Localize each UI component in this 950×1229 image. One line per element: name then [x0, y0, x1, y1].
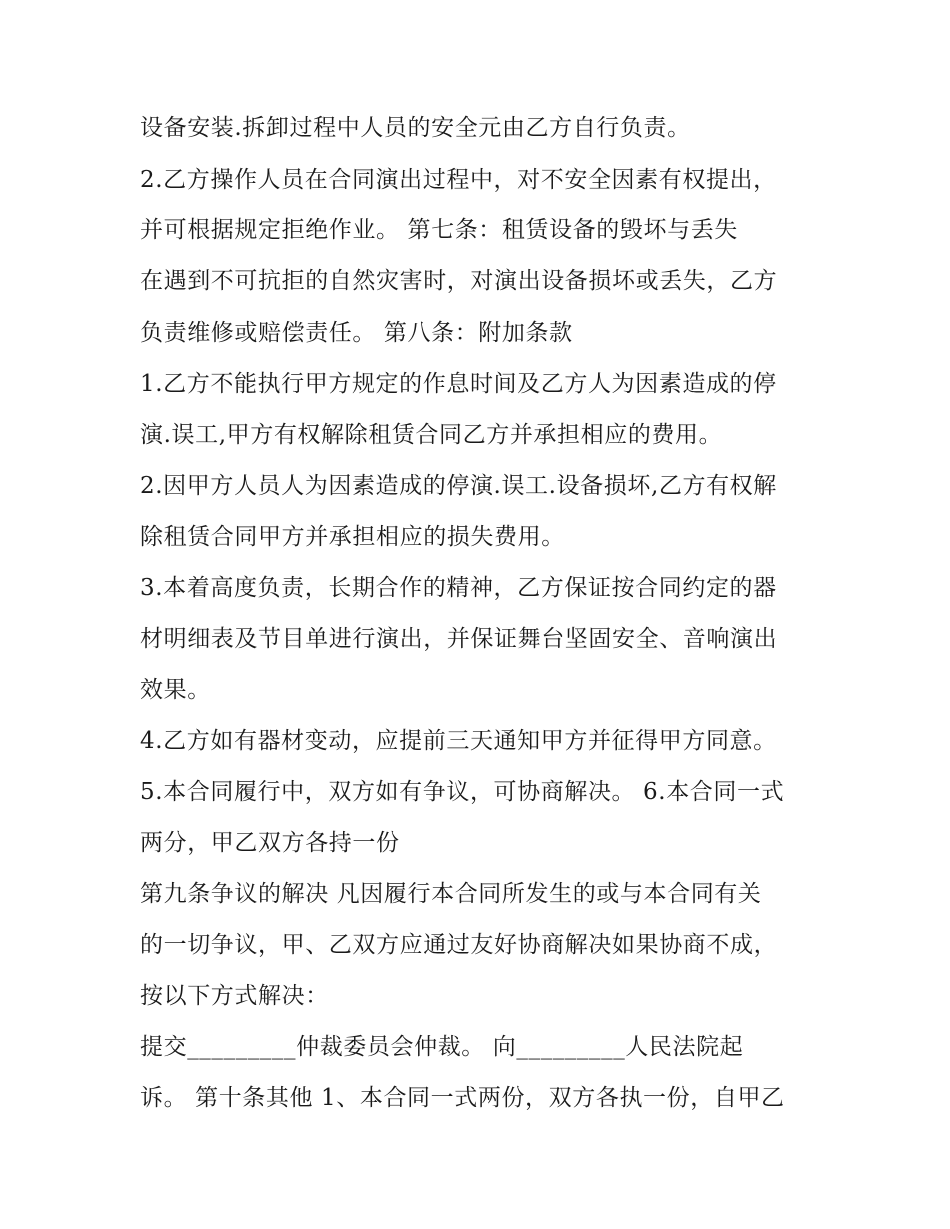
text-line: 的一切争议，甲、乙双方应通过友好协商解决如果协商不成，: [140, 932, 778, 958]
text-line: 两分，甲乙双方各持一份: [140, 830, 400, 856]
text-line: 并可根据规定拒绝作业。 第七条：租赁设备的毁坏与丢失: [140, 217, 738, 243]
text-line: 演.误工,甲方有权解除租赁合同乙方并承担相应的费用。: [140, 422, 723, 448]
text-line: 设备安装.拆卸过程中人员的安全元由乙方自行负责。: [140, 115, 691, 141]
text-line: 在遇到不可抗拒的自然灾害时，对演出设备损坏或丢失，乙方: [140, 268, 778, 294]
text-line: 效果。: [140, 677, 211, 703]
text-line: 2.因甲方人员人为因素造成的停演.误工.设备损坏,乙方有权解: [140, 473, 777, 499]
text-line: 5.本合同履行中，双方如有争议，可协商解决。 6.本合同一式: [140, 779, 785, 805]
text-line: 2.乙方操作人员在合同演出过程中，对不安全因素有权提出，: [140, 167, 777, 193]
text-line: 按以下方式解决：: [140, 983, 329, 1009]
text-line: 3.本着高度负责，长期合作的精神，乙方保证按合同约定的器: [140, 575, 777, 601]
text-line: 提交_________仲裁委员会仲裁。 向_________人民法院起: [140, 1034, 744, 1060]
text-line: 4.乙方如有器材变动，应提前三天通知甲方并征得甲方同意。: [140, 728, 777, 754]
text-line: 1.乙方不能执行甲方规定的作息时间及乙方人为因素造成的停: [140, 371, 777, 397]
text-line: 负责维修或赔偿责任。 第八条：附加条款: [140, 320, 573, 346]
text-line: 材明细表及节目单进行演出，并保证舞台坚固安全、音响演出: [140, 626, 778, 652]
text-line: 除租赁合同甲方并承担相应的损失费用。: [140, 524, 565, 550]
text-line: 第九条争议的解决 凡因履行本合同所发生的或与本合同有关: [140, 881, 762, 907]
text-line: 诉。 第十条其他 1、本合同一式两份，双方各执一份，自甲乙: [140, 1085, 785, 1111]
